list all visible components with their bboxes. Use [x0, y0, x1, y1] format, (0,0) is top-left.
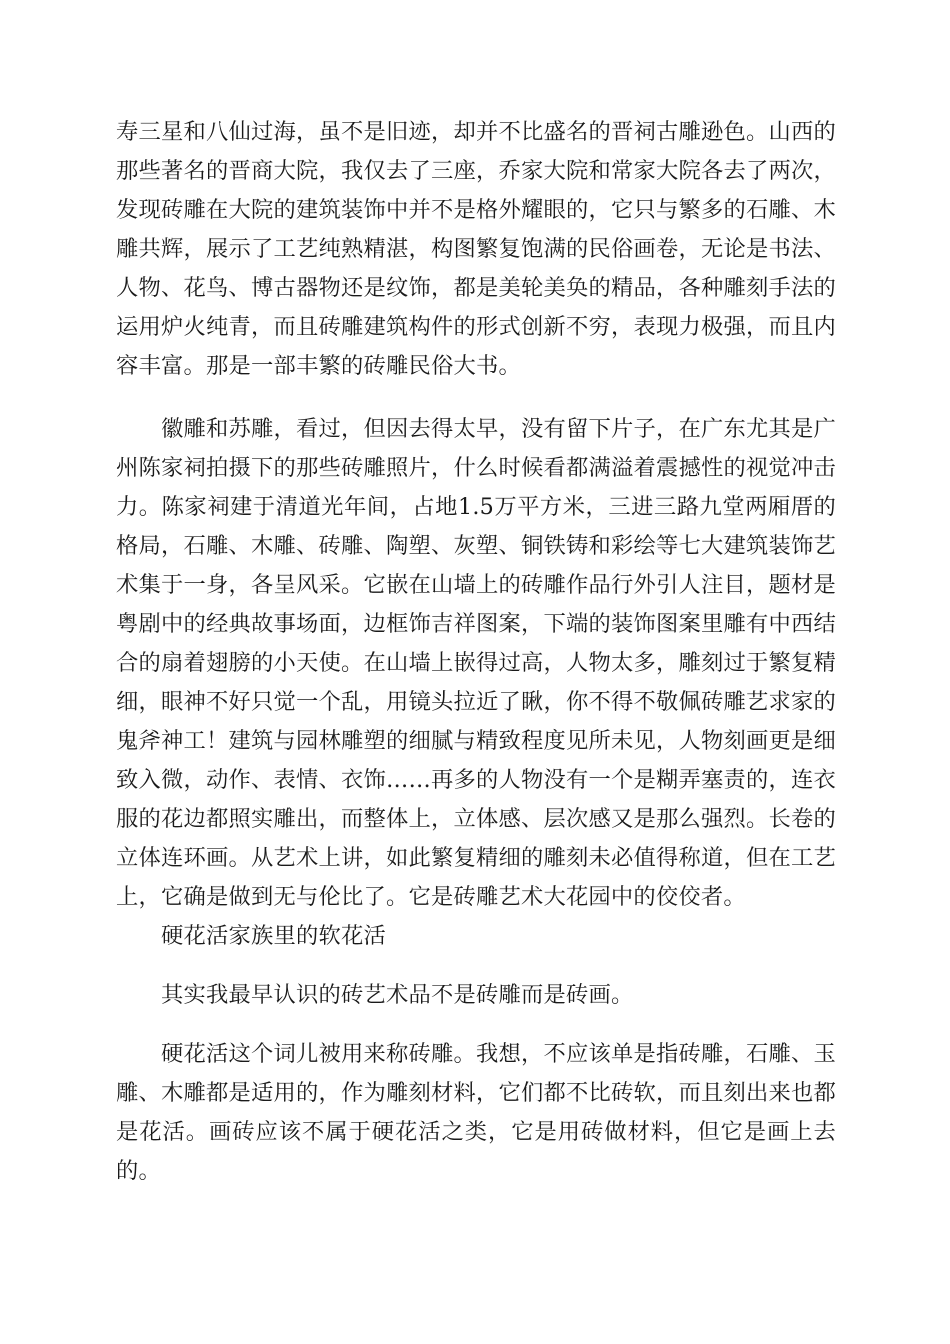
paragraph-1: 寿三星和八仙过海，虽不是旧迹，却并不比盛名的晋祠古雕逊色。山西的那些著名的晋商大院，我仅去了三座，乔家大院和常家大院各去了两次，发现砖雕在大院的建筑装饰中并不是格外耀眼的，它只与繁多的石雕、木雕共辉，展示了工艺纯熟精湛，构图繁复饱满的民俗画卷，无论是书法、人物、花鸟、博古器物还是纹饰，都是美轮美奂的精品，各种雕刻手法的运用炉火纯青，而且砖雕建筑构件的形式创新不穷，表现力极强，而且内容丰富。那是一部丰繁的砖雕民俗大书。: [116, 119, 836, 379]
section-heading: 硬花活家族里的软花活: [161, 923, 386, 949]
paragraph-3: 其实我最早认识的砖艺术品不是砖雕而是砖画。: [161, 982, 634, 1008]
paragraph-4: 硬花活这个词儿被用来称砖雕。我想，不应该单是指砖雕，石雕、玉雕、木雕都是适用的，作为雕刻材料，它们都不比砖软，而且刻出来也都是花活。画砖应该不属于硬花活之类，它是用砖做材料，但它是画上去的。: [116, 1041, 836, 1184]
document-page: [116, 113, 836, 1191]
paragraph-2: 徽雕和苏雕，看过，但因去得太早，没有留下片子，在广东尤其是广州陈家祠拍摄下的那些砖雕照片，什么时候看都满溢着震撼性的视觉冲击力。陈家祠建于清道光年间，占地1.5万平方米，三进三路九堂两厢厝的格局，石雕、木雕、砖雕、陶塑、灰塑、铜铁铸和彩绘等七大建筑装饰艺术集于一身，各呈风采。它嵌在山墙上的砖雕作品行外引人注目，题材是粤剧中的经典故事场面，边框饰吉祥图案，下端的装饰图案里雕有中西结合的扇着翅膀的小天使。在山墙上嵌得过高，人物太多，雕刻过于繁复精细，眼神不好只觉一个乱，用镜头拉近了瞅，你不得不敬佩砖雕艺求家的鬼斧神工！建筑与园林雕塑的细腻与精致程度见所未见，人物刻画更是细致入微，动作、表情、衣饰……再多的人物没有一个是糊弄塞责的，连衣服的花边都照实雕出，而整体上，立体感、层次感又是那么强烈。长卷的立体连环画。从艺术上讲，如此繁复精细的雕刻未必值得称道，但在工艺上，它确是做到无与伦比了。它是砖雕艺术大花园中的佼佼者。: [116, 416, 836, 910]
